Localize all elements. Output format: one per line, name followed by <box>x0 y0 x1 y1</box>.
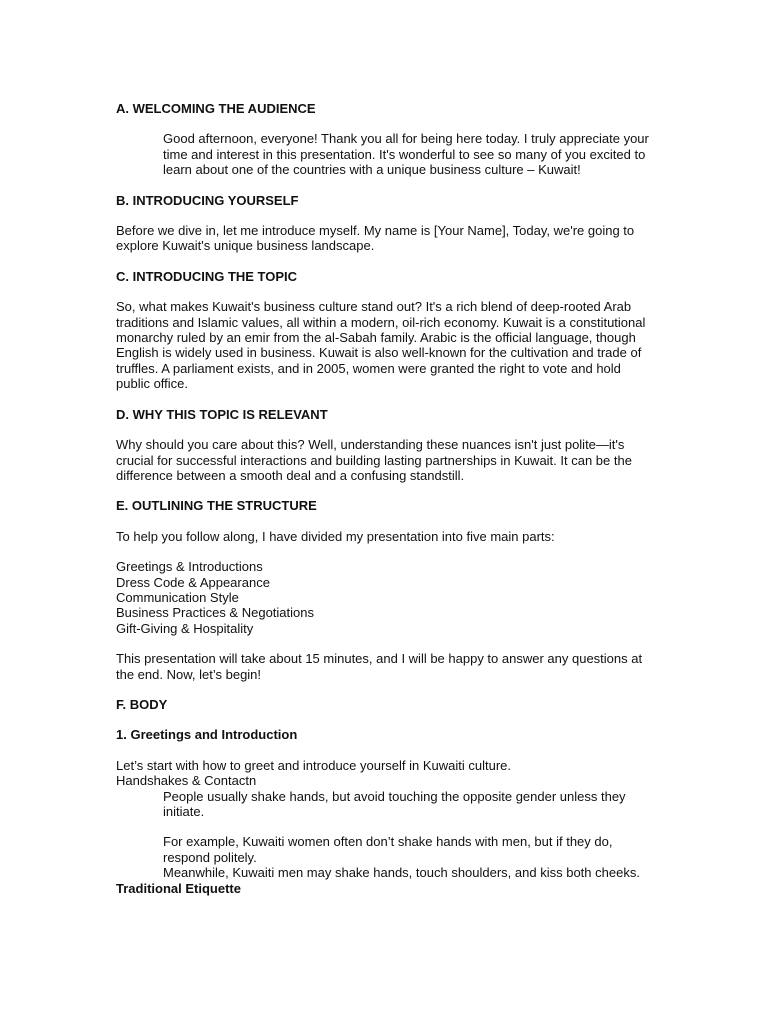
list-item: Communication Style <box>116 589 239 605</box>
list-item: Dress Code & Appearance <box>116 574 270 590</box>
section-f-heading: F. BODY <box>116 696 168 712</box>
section-c-heading: C. INTRODUCING THE TOPIC <box>116 268 298 284</box>
list-item: Greetings & Introductions <box>116 559 263 575</box>
handshakes-label: Handshakes & Contactn <box>116 773 257 789</box>
section-c-body: So, what makes Kuwait's business culture stand out? It's a rich blend of deep-rooted Arab traditions and Islamic values, all within a modern, oil-rich economy. Kuwait is a constitutional monarchy ruled by an emir from the al-Sabah family. Arabic is the official language, though English is widely used in business. Kuwait is also well-known for the cultivation and trade of truffles. A parliament exists, and in 2005, women were granted the right to vote and hold public office. <box>116 299 646 392</box>
traditional-etiquette-heading: Traditional Etiquette <box>116 880 241 896</box>
subsection-1-heading: 1. Greetings and Introduction <box>116 727 298 743</box>
subsection-1-intro: Let’s start with how to greet and introduce yourself in Kuwaiti culture. <box>116 757 512 773</box>
document-page <box>116 101 651 896</box>
handshakes-paragraph-2: For example, Kuwaiti women often don’t shake hands with men, but if they do, respond politely. <box>163 834 613 865</box>
section-b-body: Before we dive in, let me introduce myself. My name is [Your Name], Today, we're going to explore Kuwait's unique business landscape. <box>116 223 635 254</box>
section-d-heading: D. WHY THIS TOPIC IS RELEVANT <box>116 406 328 422</box>
section-d-body: Why should you care about this? Well, understanding these nuances isn't just polite—it's crucial for successful interactions and building lasting partnerships in Kuwait. It can be the difference between a smooth deal and a confusing standstill. <box>116 437 632 483</box>
section-a-body: Good afternoon, everyone! Thank you all for being here today. I truly appreciate your time and interest in this presentation. It's wonderful to see so many of you excited to learn about one of the countries with a unique business culture – Kuwait! <box>163 131 649 178</box>
section-b-heading: B. INTRODUCING YOURSELF <box>116 192 299 208</box>
structure-list <box>116 559 651 636</box>
section-e-heading: E. OUTLINING THE STRUCTURE <box>116 498 317 514</box>
handshakes-paragraph-1: People usually shake hands, but avoid touching the opposite gender unless they initiate. <box>163 788 626 819</box>
handshakes-paragraph-3: Meanwhile, Kuwaiti men may shake hands, touch shoulders, and kiss both cheeks. <box>163 865 640 881</box>
list-item: Business Practices & Negotiations <box>116 605 314 621</box>
section-a-heading: A. WELCOMING THE AUDIENCE <box>116 101 316 116</box>
list-item: Gift-Giving & Hospitality <box>116 620 254 636</box>
section-e-intro: To help you follow along, I have divided my presentation into five main parts: <box>116 528 555 544</box>
section-e-closing: This presentation will take about 15 minutes, and I will be happy to answer any questions at the end. Now, let’s begin! <box>116 651 643 682</box>
